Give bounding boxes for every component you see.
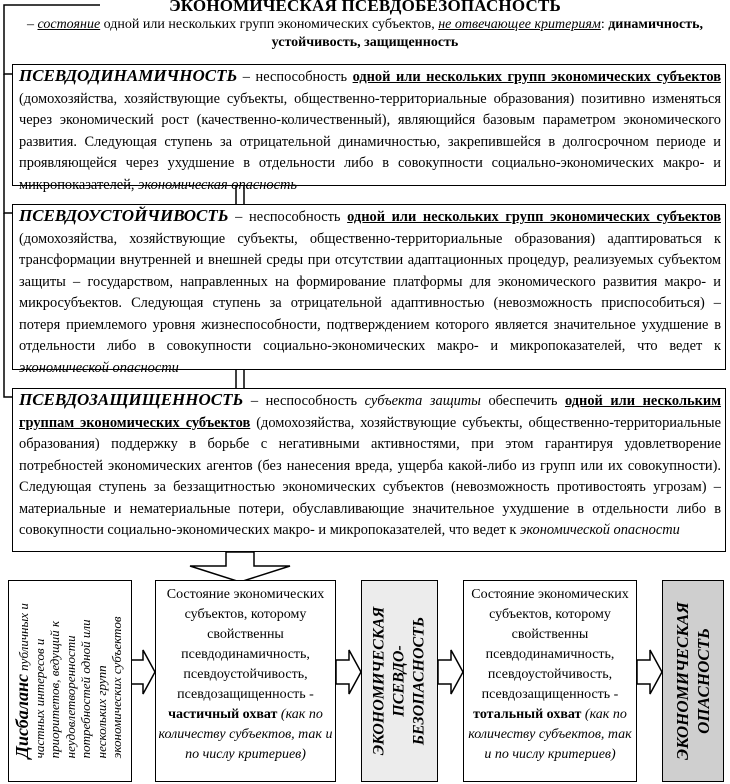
imbalance-line4: неудовлетворенности [62,635,78,759]
box2-dash: – неспособность [228,209,348,225]
definition [0,16,730,52]
box1-subjects: одной или нескольких групп экономических субъектов [352,69,721,85]
box1-dash: – неспособность [237,69,353,85]
total-note: (как по количеству субъектов, так и по числу критериев) [468,707,632,762]
danger-line2: ОПАСНОСТЬ [694,628,714,734]
total-bold: тотальный охват [473,707,582,722]
pseudo-stability-heading: ПСЕВДОУСТОЙЧИВОСТЬ [19,206,229,225]
box1-text: (домохозяйства, хозяйствующие субъекты, общественно-территориальные образования) позитивно изменяться через экономический рост (качественно-количественный), являющийся базовым параметром экономического развития. Следующая ступень за отрицательной динамичностью, закрепившейся в долгосрочном периоде и проявляющейся через ухудшение в отдельности либо в совокупности социально-экономических макро- и микропоказателей, [19,90,721,193]
imbalance-line3: приоритетов, ведущий к [47,621,63,759]
box3-mid: обеспечить [480,393,565,409]
box3-danger: экономической опасности [520,522,680,538]
definition-colon: : [600,17,605,32]
imbalance-line7: экономических субъектов [109,616,125,759]
imbalance-line5: потребностей одной или [78,619,94,759]
pseudo-stability-box [12,204,726,376]
pseudo-security-box [361,580,438,782]
imbalance-line2: частных интересов и [31,638,47,759]
definition-text: одной или нескольких групп экономических субъектов, [103,17,435,32]
diagram-title: ЭКОНОМИЧЕСКАЯ ПСЕВДОБЕЗОПАСНОСТЬ [169,0,561,15]
danger-line1: ЭКОНОМИЧЕСКАЯ [673,602,693,760]
imbalance-box [8,580,132,782]
box2-text: (домохозяйства, хозяйствующие субъекты, общественно-территориальные образования) адаптироваться к трансформации внутренней и внешней среды при отсутствии адаптационных процедур, реализуемых субъектом защиты – государством, направленных на формирование платформы для экономического развития макро- и микросубъектов. Следующая ступень за отрицательной адаптивностью (невозможность приспособиться) – потеря приемлемого уровня жизнеспособности, подтверждением которого является значительное ухудшение в отдельности либо в совокупности социально-экономических макро- и микропоказателей, что ведет к [19,230,721,354]
pseudo-dynamism-heading: ПСЕВДОДИНАМИЧНОСТЬ [19,66,238,85]
pseudo-protection-box [12,388,726,552]
definition-criteria: динамичность, устойчивость, защищенность [271,17,703,50]
partial-note: (как по количеству субъектов, так и по числу критериев) [158,707,333,762]
pseudo-dynamism-box [12,64,726,193]
partial-bold: частичный охват [168,707,278,722]
danger-box [662,580,724,782]
imbalance-line6: нескольких групп [93,665,109,759]
definition-term2: не отвечающее критериям [438,17,601,32]
pseudo-security-line3: БЕЗОПАСНОСТЬ [410,616,428,746]
box3-subjects: одной или нескольким группам экономических субъектов [19,393,722,431]
definition-dash: – [26,17,34,32]
total-coverage-box [463,580,637,782]
partial-coverage-box [155,580,336,782]
box3-protection-subject: субъекта защиты [364,393,481,409]
box3-text: (домохозяйства, хозяйствующие субъекты, общественно-территориальные образования) поддержку в борьбе с негативными активностями, при этом гарантируя удовлетворение потребностей экономических агентов (без нанесения вреда, ущерба какой-либо из групп или их совокупности). Следующая ступень за беззащитностью экономических субъектов (невозможность противостоять угрозам) – материальные и нематериальные потери, обуславливающие значительное ухудшение в отдельности либо в совокупности социально-экономических макро- и микропоказателей, что ведет к [19,414,721,538]
pseudo-security-line1: ЭКОНОМИЧЕСКАЯ [370,606,388,756]
total-text: Состояние экономических субъектов, которому свойственны псевдодинамичность, псевдоустойчивость, псевдозащищенность - [471,587,629,702]
pseudo-protection-heading: ПСЕВДОЗАЩИЩЕННОСТЬ [19,390,244,409]
imbalance-bold: Дисбаланс [12,674,33,759]
box3-dash: – неспособность [243,393,365,409]
box2-danger: экономической опасности [19,359,179,376]
box2-subjects: одной или нескольких групп экономических субъектов [347,209,721,225]
pseudo-security-line2: ПСЕВДО- [390,645,408,717]
imbalance-line1: публичных и [16,603,32,675]
definition-term: состояние [37,17,101,32]
box1-danger: экономическая опасность [138,176,297,193]
partial-text: Состояние экономических субъектов, которому свойственны псевдодинамичность, псевдоустойчивость, псевдозащищенность - [166,587,325,702]
